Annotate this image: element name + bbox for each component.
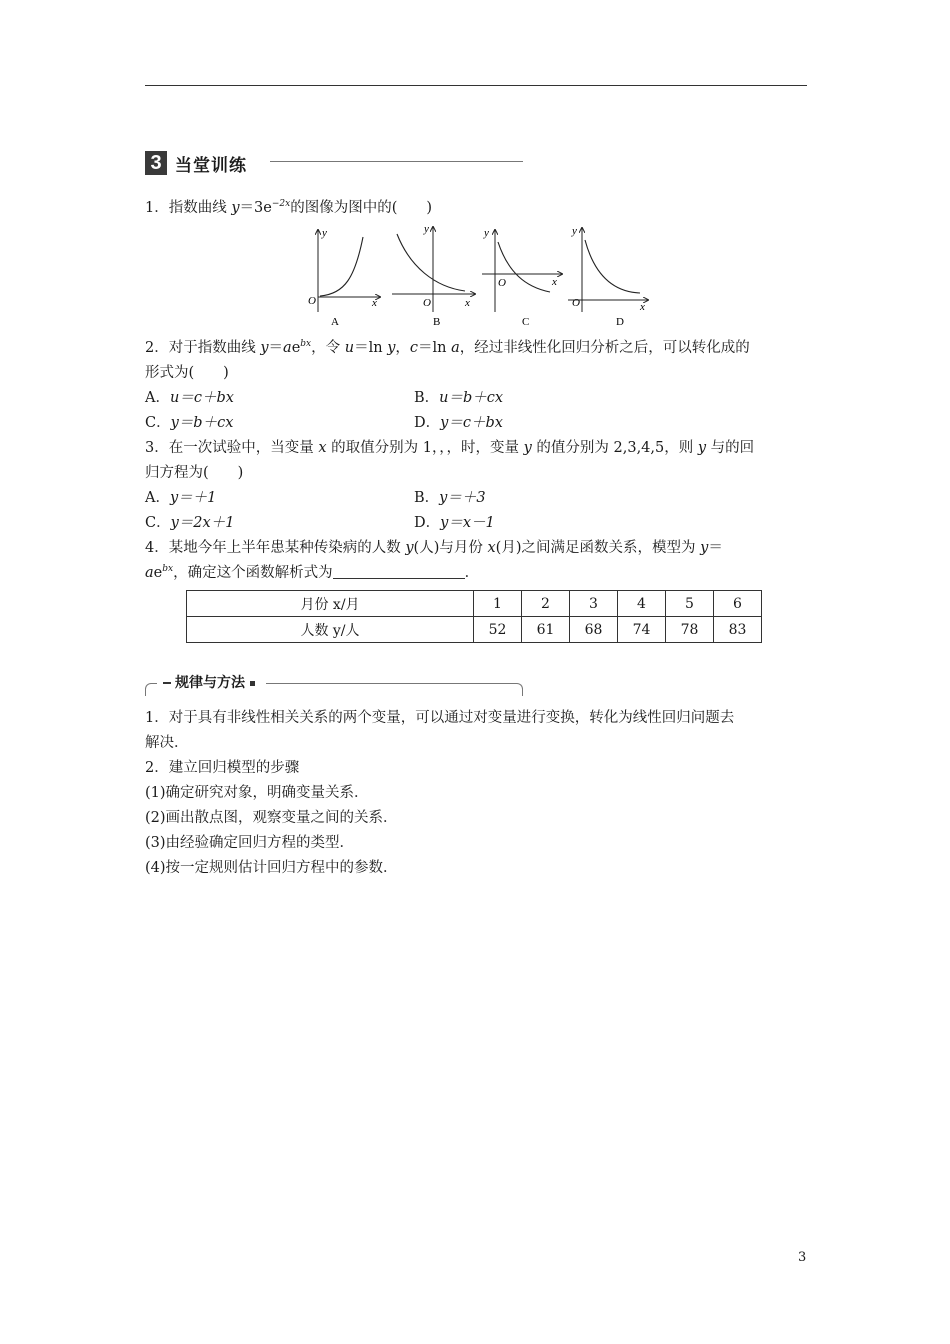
graph-a-label: A bbox=[331, 316, 339, 328]
table-cell: 4 bbox=[618, 591, 666, 617]
q1-graphs bbox=[300, 222, 660, 332]
graph-a bbox=[308, 227, 380, 328]
rules-line-3: 2．建立回归模型的步骤 bbox=[145, 760, 300, 776]
q3-text: 3．在一次试验中，当变量 bbox=[145, 440, 319, 456]
q2-option-c-expr: y＝b＋cx bbox=[170, 415, 234, 431]
q4-text-c: (月)之间满足函数关系，模型为 bbox=[495, 540, 701, 556]
q2-option-a[interactable] bbox=[145, 388, 234, 408]
table-cell: 61 bbox=[522, 617, 570, 643]
q2-option-a-expr: u＝c＋bx bbox=[169, 390, 234, 406]
q3-option-d-expr: y＝x－1 bbox=[440, 515, 495, 531]
table-cell: 5 bbox=[666, 591, 714, 617]
q1-var-y: y bbox=[231, 200, 240, 216]
table-cell: 6 bbox=[714, 591, 762, 617]
q3-option-c-label: C． bbox=[145, 515, 171, 531]
q3-option-c-expr: y＝2x＋1 bbox=[170, 515, 235, 531]
q3-text-d: 与的回 bbox=[706, 440, 755, 456]
rules-line-2: 解决． bbox=[145, 735, 189, 751]
q2-option-a-label: A． bbox=[145, 390, 170, 406]
graph-c bbox=[482, 227, 562, 328]
q3-option-a[interactable] bbox=[145, 488, 216, 508]
graph-b-label: B bbox=[433, 316, 441, 328]
question-4 bbox=[145, 538, 723, 558]
section-number: 3 bbox=[145, 151, 167, 175]
q3-option-a-expr: y＝＋1 bbox=[169, 490, 217, 506]
q3-option-d[interactable] bbox=[414, 513, 495, 533]
q4-var-y2: y bbox=[700, 540, 709, 556]
q1-text: 1．指数曲线 bbox=[145, 200, 232, 216]
table-cell: 52 bbox=[474, 617, 522, 643]
graph-d-x: x bbox=[640, 301, 645, 313]
q1-text-end: 的图像为图中的( ) bbox=[290, 200, 433, 216]
graph-c-x: x bbox=[552, 276, 557, 288]
q2-option-b-expr: u＝b＋cx bbox=[439, 390, 504, 406]
table-row bbox=[187, 617, 762, 643]
q3-option-b-label: B． bbox=[414, 490, 440, 506]
graph-d-y: y bbox=[572, 225, 577, 237]
q3-var-x: x bbox=[318, 440, 327, 456]
q2-option-b-label: B． bbox=[414, 390, 440, 406]
q3-var-y: y bbox=[523, 440, 532, 456]
q3-option-b[interactable] bbox=[414, 488, 486, 508]
graph-b-x: x bbox=[465, 297, 470, 309]
graph-c-y: y bbox=[484, 227, 489, 239]
graph-a-y: y bbox=[322, 227, 327, 239]
graph-a-x: x bbox=[372, 297, 377, 309]
question-1 bbox=[145, 198, 432, 218]
q2-option-d-label: D． bbox=[414, 415, 441, 431]
q2-text: 2．对于指数曲线 bbox=[145, 340, 261, 356]
q2-var-c: c bbox=[409, 340, 419, 356]
question-2 bbox=[145, 338, 750, 358]
q2-lna: ＝ln bbox=[418, 340, 452, 356]
rules-line-4: (1)确定研究对象，明确变量关系． bbox=[145, 785, 369, 801]
q4-period: ． bbox=[464, 565, 480, 581]
q3-text-b: 的取值分别为 1，，，时，变量 bbox=[326, 440, 524, 456]
table-cell: 1 bbox=[474, 591, 522, 617]
q3-option-c[interactable] bbox=[145, 513, 234, 533]
table-row bbox=[187, 591, 762, 617]
q2-var-a2: a bbox=[451, 340, 460, 356]
table-cell: 74 bbox=[618, 617, 666, 643]
q2-exponent: bx bbox=[300, 339, 312, 349]
q2-lny: ＝ln bbox=[354, 340, 388, 356]
page-number: 3 bbox=[798, 1250, 807, 1265]
q4-var-a: a bbox=[145, 565, 154, 581]
q2-line-2: 形式为( ) bbox=[145, 365, 229, 381]
rules-title bbox=[157, 673, 266, 693]
q2-comma: ， bbox=[395, 340, 410, 356]
q2-var-y2: y bbox=[387, 340, 396, 356]
q4-text: 4．某地今年上半年患某种传染病的人数 bbox=[145, 540, 406, 556]
q1-exponent: −2x bbox=[271, 199, 291, 209]
q4-data-table bbox=[186, 590, 762, 643]
header-rule bbox=[145, 85, 807, 86]
graph-a-origin: O bbox=[308, 295, 316, 307]
graph-d-label: D bbox=[616, 316, 624, 328]
q4-text-b: (人)与月份 bbox=[413, 540, 488, 556]
q2-option-d-expr: y＝c＋bx bbox=[440, 415, 503, 431]
table-header-count: 人数 y/人 bbox=[187, 617, 474, 643]
graph-c-origin: O bbox=[498, 277, 506, 289]
rules-title-text: 规律与方法 bbox=[175, 675, 245, 691]
q2-option-c-label: C． bbox=[145, 415, 171, 431]
q2-e: e bbox=[291, 340, 301, 356]
graph-b-origin: O bbox=[423, 297, 431, 309]
q4-var-y: y bbox=[405, 540, 414, 556]
rules-line-5: (2)画出散点图，观察变量之间的关系． bbox=[145, 810, 398, 826]
q4-text-d: ＝ bbox=[708, 540, 723, 556]
q3-option-a-label: A． bbox=[145, 490, 170, 506]
q3-line-2: 归方程为( ) bbox=[145, 465, 244, 481]
q2-option-b[interactable] bbox=[414, 388, 503, 408]
graph-d bbox=[568, 225, 648, 328]
table-cell: 78 bbox=[666, 617, 714, 643]
q2-eq: ＝ bbox=[268, 340, 284, 356]
table-header-month: 月份 x/月 bbox=[187, 591, 474, 617]
q2-var-y: y bbox=[260, 340, 269, 356]
section-title: 当堂训练 bbox=[175, 155, 247, 176]
answer-blank[interactable] bbox=[333, 564, 465, 579]
q2-var-u: u bbox=[344, 340, 355, 356]
graph-b-y: y bbox=[424, 223, 429, 235]
table-cell: 3 bbox=[570, 591, 618, 617]
q2-mid: ，令 bbox=[311, 340, 345, 356]
q4-var-x: x bbox=[487, 540, 496, 556]
q4-text-e: ，确定这个函数解析式为 bbox=[173, 565, 333, 581]
graph-b bbox=[392, 223, 475, 328]
q2-option-c[interactable] bbox=[145, 413, 233, 433]
q3-option-b-expr: y＝＋3 bbox=[439, 490, 486, 506]
q4-line-2 bbox=[145, 563, 479, 583]
rules-line-1: 1．对于具有非线性相关关系的两个变量，可以通过对变量进行变换，转化为线性回归问题去 bbox=[145, 710, 735, 726]
q2-text-end: ，经过非线性化回归分析之后，可以转化成的 bbox=[459, 340, 750, 356]
graph-d-origin: O bbox=[572, 297, 580, 309]
table-cell: 83 bbox=[714, 617, 762, 643]
rules-line-6: (3)由经验确定回归方程的类型． bbox=[145, 835, 355, 851]
table-cell: 68 bbox=[570, 617, 618, 643]
rules-box bbox=[145, 673, 523, 697]
dash-icon bbox=[163, 682, 171, 684]
q3-option-d-label: D． bbox=[414, 515, 441, 531]
section-rule bbox=[270, 161, 523, 162]
section-header bbox=[145, 150, 247, 176]
q3-text-c: 的值分别为 2,3,4,5，则 bbox=[531, 440, 698, 456]
square-icon bbox=[250, 681, 255, 686]
q1-eq: ＝3e bbox=[239, 200, 272, 216]
q4-exponent: bx bbox=[162, 564, 174, 574]
q4-e: e bbox=[153, 565, 163, 581]
q3-var-y2: y bbox=[697, 440, 707, 456]
question-3 bbox=[145, 438, 754, 458]
q2-var-a: a bbox=[283, 340, 292, 356]
graph-c-label: C bbox=[522, 316, 530, 328]
q2-option-d[interactable] bbox=[414, 413, 503, 433]
table-cell: 2 bbox=[522, 591, 570, 617]
rules-line-7: (4)按一定规则估计回归方程中的参数． bbox=[145, 860, 398, 876]
